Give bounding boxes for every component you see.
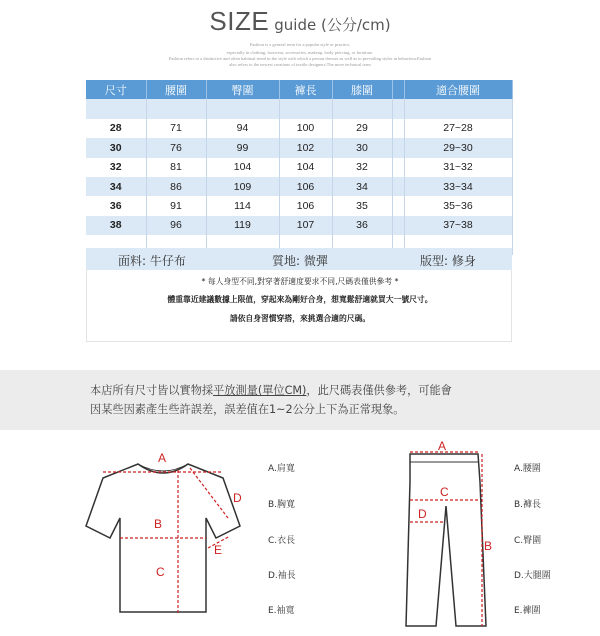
table-row — [86, 119, 512, 138]
shirt-marker-e: E — [214, 543, 223, 557]
header-gap — [392, 80, 404, 99]
table-cell: 81 — [146, 158, 206, 177]
fine-print-line: especially in clothing, footwear, accessories, makeup, body piercing, or furniture. — [226, 50, 374, 55]
table-cell: 99 — [206, 138, 279, 157]
table-cell: 35 — [332, 196, 392, 215]
notes-box — [86, 270, 512, 342]
fabric-label: 面料: 牛仔布 — [118, 254, 186, 268]
table-cell: 31~32 — [404, 158, 512, 177]
table-cell: 76 — [146, 138, 206, 157]
table-cell — [392, 158, 404, 177]
header-knee: 膝圍 — [332, 80, 392, 99]
table-cell: 86 — [146, 177, 206, 196]
table-row — [86, 216, 512, 235]
table-cell — [392, 99, 404, 118]
size-cell: 32 — [86, 158, 146, 177]
table-cell: 71 — [146, 119, 206, 138]
pants-marker-d: D — [418, 507, 427, 521]
table-cell: 32 — [332, 158, 392, 177]
shirt-marker-c: C — [156, 565, 165, 579]
fine-print-line: Fashion is a general term for a popular style or practice, — [249, 42, 351, 47]
measurement-notice — [0, 370, 600, 430]
shirt-legend-c: C.衣長 — [268, 536, 296, 546]
table-cell: 114 — [206, 196, 279, 215]
table-cell: 106 — [279, 196, 332, 215]
notice-line-2: 因某些因素產生些許誤差，誤差值在1~2公分上下為正常現象。 — [90, 403, 405, 416]
size-table — [86, 80, 513, 255]
table-cell: 102 — [279, 138, 332, 157]
table-cell: 36 — [332, 216, 392, 235]
table-row — [86, 177, 512, 196]
note-line: * 每人身型不同,對穿著舒適度要求不同,尺碼表僅供參考 * — [201, 277, 399, 286]
table-row — [86, 158, 512, 177]
table-cell: 104 — [206, 158, 279, 177]
shirt-marker-d: D — [233, 491, 242, 505]
size-cell: 34 — [86, 177, 146, 196]
header-hip: 臀圍 — [206, 80, 279, 99]
table-cell: 33~34 — [404, 177, 512, 196]
table-cell: 37~38 — [404, 216, 512, 235]
table-row — [86, 138, 512, 157]
pants-legend-d: D.大腿圍 — [514, 571, 551, 581]
table-cell — [206, 99, 279, 118]
shirt-legend-e: E.袖寬 — [268, 606, 295, 616]
page-title — [0, 6, 600, 37]
table-cell — [392, 138, 404, 157]
table-cell: 29~30 — [404, 138, 512, 157]
pants-marker-c: C — [440, 485, 449, 499]
pants-legend-c: C.臀圍 — [514, 536, 542, 546]
table-cell — [279, 99, 332, 118]
title-main: SIZE — [209, 6, 270, 36]
table-header-row — [86, 80, 512, 99]
header-size: 尺寸 — [86, 80, 146, 99]
size-cell: 36 — [86, 196, 146, 215]
table-cell: 100 — [279, 119, 332, 138]
table-cell — [332, 99, 392, 118]
table-cell — [392, 196, 404, 215]
header-length: 褲長 — [279, 80, 332, 99]
pants-marker-a: A — [438, 440, 447, 453]
table-cell: 119 — [206, 216, 279, 235]
fine-print-line: Fashion refers to a distinctive and often habitual trend in the style with which a person dresses as well as to prevailing styles in behaviour.Fashion — [168, 56, 432, 61]
notice-underlined: 平放測量(單位CM) — [213, 384, 307, 397]
pants-legend-e: E.褲圍 — [514, 606, 541, 616]
title-sub: guide (公分/cm) — [274, 16, 391, 34]
notice-text: 本店所有尺寸皆以實物採 — [90, 384, 214, 397]
fine-print-line: also refers to the newest creations of textile designers.The more technical term — [229, 62, 371, 67]
table-row — [86, 196, 512, 215]
pants-marker-b: B — [484, 539, 493, 553]
notice-text: ，此尺碼表僅供參考，可能會 — [306, 384, 452, 397]
table-cell: 34 — [332, 177, 392, 196]
shirt-marker-a: A — [158, 451, 167, 465]
shirt-legend-b: B.胸寬 — [268, 500, 296, 510]
table-cell — [146, 99, 206, 118]
pants-legend-b: B.褲長 — [514, 500, 542, 510]
shirt-marker-b: B — [154, 517, 163, 531]
table-cell: 91 — [146, 196, 206, 215]
size-cell: 28 — [86, 119, 146, 138]
table-row — [86, 99, 512, 118]
table-cell: 94 — [206, 119, 279, 138]
pants-legend-a: A.腰圍 — [514, 464, 541, 474]
table-cell — [404, 99, 512, 118]
table-cell: 104 — [279, 158, 332, 177]
material-row — [86, 248, 512, 270]
size-cell: 38 — [86, 216, 146, 235]
shirt-legend-a: A.肩寬 — [268, 464, 295, 474]
table-cell: 96 — [146, 216, 206, 235]
size-cell: 30 — [86, 138, 146, 157]
header-waist: 腰圍 — [146, 80, 206, 99]
table-cell: 29 — [332, 119, 392, 138]
texture-label: 質地: 微彈 — [272, 254, 328, 268]
note-line: 體重靠近建議數據上限值，穿起來為剛好合身，想寬鬆舒適就買大一號尺寸。 — [167, 295, 433, 304]
table-cell: 35~36 — [404, 196, 512, 215]
table-cell — [392, 216, 404, 235]
fit-label: 版型: 修身 — [420, 254, 476, 268]
table-cell: 109 — [206, 177, 279, 196]
pants-diagram — [396, 440, 498, 632]
shirt-diagram — [78, 448, 248, 624]
table-cell: 106 — [279, 177, 332, 196]
notice-line-1 — [90, 382, 452, 398]
table-cell: 30 — [332, 138, 392, 157]
pants-outline — [406, 454, 486, 626]
table-cell — [392, 177, 404, 196]
header-fit-waist: 適合腰圍 — [404, 80, 512, 99]
size-cell — [86, 99, 146, 118]
table-cell: 107 — [279, 216, 332, 235]
table-cell: 27~28 — [404, 119, 512, 138]
note-line: 請依自身習慣穿搭，來挑選合適的尺碼。 — [229, 314, 371, 323]
shirt-legend-d: D.袖長 — [268, 571, 296, 581]
table-cell — [392, 119, 404, 138]
